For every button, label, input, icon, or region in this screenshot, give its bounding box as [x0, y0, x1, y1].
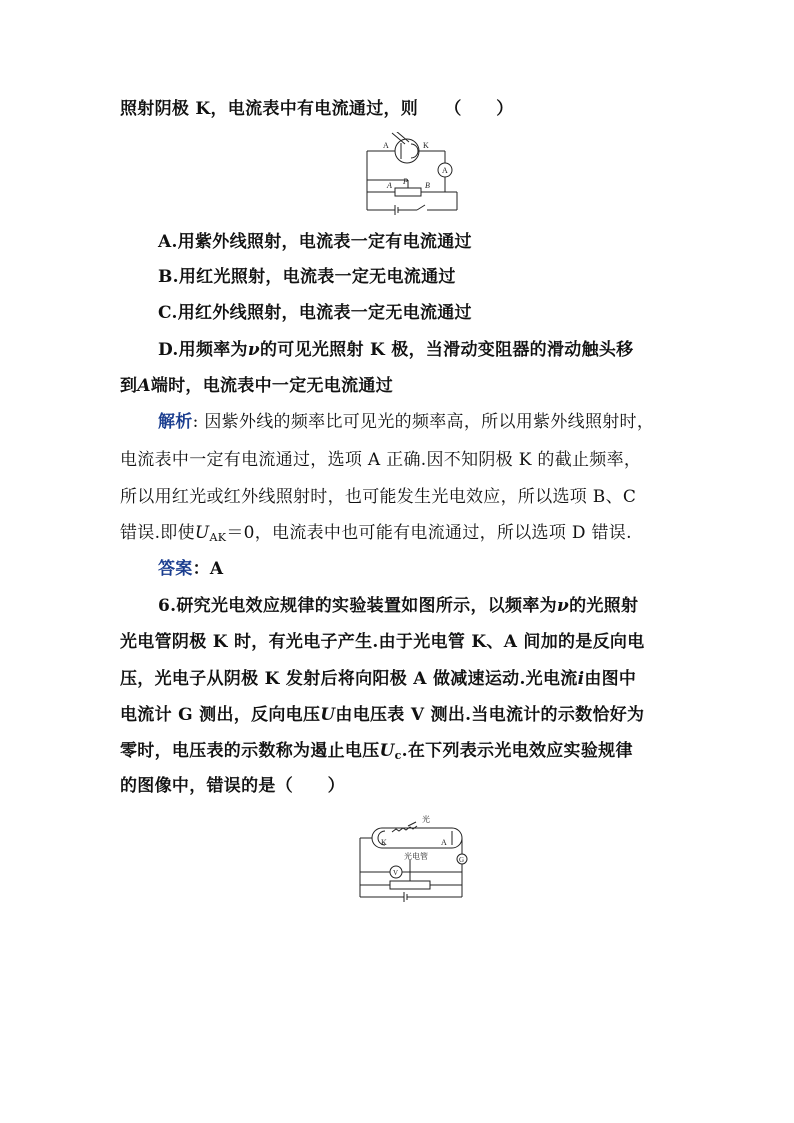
- answer-line: [158, 557, 223, 581]
- q6-l3-post: 由图中: [584, 669, 637, 689]
- q5-option-c: C.用红外线照射，电流表一定无电流通过: [158, 303, 472, 323]
- q6-l5-pre: 零时，电压表的示数称为遏止电压: [120, 741, 380, 761]
- analysis-line3: 所以用红光或红外线照射时，也可能发生光电效应，所以选项 B、C: [120, 487, 637, 507]
- q6-uc: U: [379, 741, 395, 761]
- q6-l1-post: 的光照射: [569, 596, 639, 616]
- analysis-sub: AK: [209, 531, 227, 544]
- option-d-nu: ν: [247, 340, 260, 360]
- analysis-colon: :: [192, 412, 199, 432]
- rheostat-icon: [395, 188, 421, 196]
- q6-line5: [120, 739, 633, 768]
- q6-line6: 的图像中，错误的是（ ）: [120, 776, 345, 796]
- rheostat2-icon: [390, 881, 430, 889]
- rheostat-b-label: B: [425, 181, 430, 190]
- q6-l3: 压，光电子从阴极 K 发射后将向阳极 A 做减速运动.光电流: [120, 669, 578, 689]
- q5-stem-line: [120, 97, 514, 121]
- q6-line3: [120, 667, 636, 691]
- galvanometer-label: G: [459, 856, 465, 864]
- analysis-line4: [120, 521, 632, 550]
- switch-icon: [417, 205, 425, 210]
- tube-name-label: 光电管: [404, 852, 428, 861]
- anode-label: A: [383, 141, 389, 150]
- q6-line1: [158, 594, 638, 618]
- voltmeter-label: V: [393, 869, 399, 877]
- q6-line2: 光电管阴极 K 时，有光电子产生.由于光电管 K、A 间加的是反向电: [120, 632, 645, 652]
- q5-stem-text: 照射阴极 K，电流表中有电流通过，则: [120, 99, 419, 119]
- q6-l4-pre: 电流计 G 测出，反向电压: [120, 705, 321, 725]
- option-d-pre: D.用频率为: [158, 340, 248, 360]
- answer-label: 答案: [158, 559, 193, 579]
- option-d-a: A: [137, 376, 151, 396]
- q5-option-b: B.用红光照射，电流表一定无电流通过: [158, 267, 456, 287]
- analysis-u: U: [194, 523, 210, 543]
- analysis-label: 解析: [158, 412, 193, 432]
- q6-line4: [120, 703, 644, 727]
- q5-circuit-diagram: [365, 132, 465, 217]
- q5-option-a: A.用紫外线照射，电流表一定有电流通过: [158, 232, 472, 252]
- analysis-l4-post: ＝0，电流表中也可能有电流通过，所以选项 D 错误.: [226, 523, 632, 543]
- q6-u: U: [320, 705, 336, 725]
- ammeter-label: A: [442, 166, 448, 175]
- option-d-l2-post: 端时，电流表中一定无电流通过: [150, 376, 394, 396]
- q5-option-d-line2: [120, 374, 393, 398]
- tube-a-label: A: [441, 838, 447, 847]
- rheostat-p-label: P: [403, 177, 408, 186]
- rheostat-a-label: A: [387, 181, 392, 190]
- answer-value: ：A: [192, 559, 224, 579]
- analysis-line1: [158, 410, 654, 434]
- analysis-text-1: 因紫外线的频率比可见光的频率高，所以用紫外线照射时，: [198, 412, 655, 432]
- option-d-l2-pre: 到: [120, 376, 138, 396]
- q6-circuit-diagram: [352, 812, 472, 904]
- option-d-mid: 的可见光照射 K 极，当滑动变阻器的滑动触头移: [259, 340, 634, 360]
- q6-i: i: [577, 669, 585, 689]
- analysis-l4-pre: 错误.即使: [120, 523, 195, 543]
- q6-l5-post: .在下列表示光电效应实验规律: [401, 741, 633, 761]
- tube-k-label: K: [381, 838, 387, 847]
- q6-nu: ν: [556, 596, 570, 616]
- q5-option-d-line1: [158, 338, 633, 362]
- photocell-tube: [395, 139, 419, 163]
- q6-l1-pre: 6.研究光电效应规律的实验装置如图所示，以频率为: [158, 596, 557, 616]
- light-label: 光: [422, 815, 430, 824]
- q6-uc-sub: c: [394, 749, 402, 762]
- analysis-line2: 电流表中一定有电流通过，选项 A 正确.因不知阴极 K 的截止频率，: [120, 450, 642, 470]
- q5-answer-paren: （ ）: [444, 99, 514, 119]
- cathode-label: K: [423, 141, 429, 150]
- q6-l4-post: 由电压表 V 测出.当电流计的示数恰好为: [335, 705, 645, 725]
